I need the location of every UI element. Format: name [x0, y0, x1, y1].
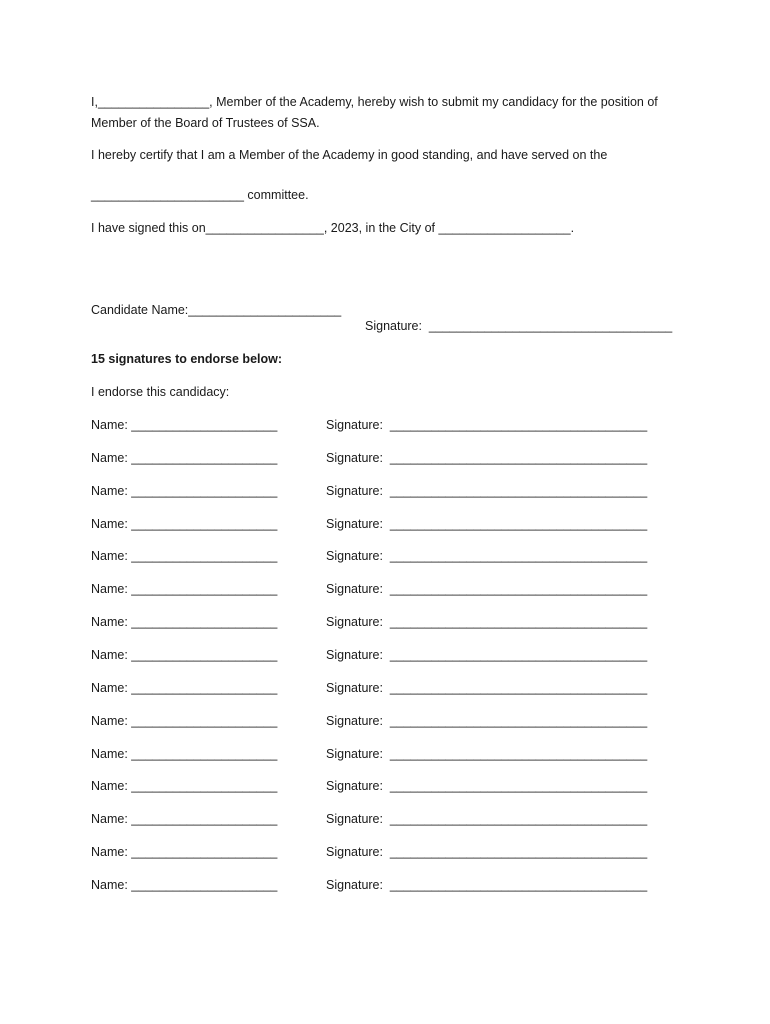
endorsement-row	[91, 516, 691, 532]
endorser-name-field[interactable]: Name: _____________________	[91, 812, 278, 827]
endorser-name-field[interactable]: Name: _____________________	[91, 450, 278, 465]
signed-date-line: I have signed this on_________________, 2023, in the City of ___________________.	[91, 221, 575, 235]
endorsement-row	[91, 746, 691, 762]
endorser-name-field[interactable]: Name: _____________________	[91, 483, 278, 498]
endorser-signature-field[interactable]: Signature: _____________________________________	[326, 680, 648, 695]
endorser-name-field[interactable]: Name: _____________________	[91, 877, 278, 892]
endorser-signature-field[interactable]: Signature: _____________________________________	[326, 582, 648, 597]
endorsement-row	[91, 548, 691, 564]
endorser-name-field[interactable]: Name: _____________________	[91, 713, 278, 728]
endorsement-row	[91, 680, 691, 696]
endorsement-row	[91, 614, 691, 630]
endorse-intro: I endorse this candidacy:	[91, 385, 230, 399]
endorser-name-field[interactable]: Name: _____________________	[91, 647, 278, 662]
candidate-name-field[interactable]: Candidate Name:______________________	[91, 303, 342, 317]
endorser-signature-field[interactable]: Signature: _____________________________________	[326, 779, 648, 794]
endorser-name-field[interactable]: Name: _____________________	[91, 615, 278, 630]
endorsement-row	[91, 811, 691, 827]
endorsement-row	[91, 647, 691, 663]
endorsement-row	[91, 483, 691, 499]
endorser-signature-field[interactable]: Signature: _____________________________________	[326, 746, 648, 761]
committee-line: ______________________ committee.	[91, 188, 309, 202]
candidate-signature-field[interactable]: Signature: ___________________________________	[365, 319, 673, 333]
endorser-name-field[interactable]: Name: _____________________	[91, 516, 278, 531]
endorsement-row	[91, 778, 691, 794]
endorser-name-field[interactable]: Name: _____________________	[91, 549, 278, 564]
endorser-signature-field[interactable]: Signature: _____________________________________	[326, 647, 648, 662]
candidate-row	[91, 286, 691, 333]
endorser-signature-field[interactable]: Signature: _____________________________________	[326, 877, 648, 892]
endorser-name-field[interactable]: Name: _____________________	[91, 845, 278, 860]
endorsement-row	[91, 877, 691, 893]
endorsement-row	[91, 713, 691, 729]
endorser-signature-field[interactable]: Signature: _____________________________________	[326, 549, 648, 564]
intro-line-2: Member of the Board of Trustees of SSA.	[91, 116, 320, 130]
endorser-name-field[interactable]: Name: _____________________	[91, 680, 278, 695]
endorser-name-field[interactable]: Name: _____________________	[91, 779, 278, 794]
endorsement-row	[91, 450, 691, 466]
endorser-signature-field[interactable]: Signature: _____________________________________	[326, 483, 648, 498]
endorser-signature-field[interactable]: Signature: _____________________________________	[326, 812, 648, 827]
endorsement-row	[91, 581, 691, 597]
endorsement-row	[91, 844, 691, 860]
endorse-heading: 15 signatures to endorse below:	[91, 352, 283, 366]
endorser-signature-field[interactable]: Signature: _____________________________________	[326, 845, 648, 860]
endorser-signature-field[interactable]: Signature: _____________________________________	[326, 713, 648, 728]
endorser-signature-field[interactable]: Signature: _____________________________________	[326, 516, 648, 531]
endorser-signature-field[interactable]: Signature: _____________________________________	[326, 615, 648, 630]
endorser-signature-field[interactable]: Signature: _____________________________________	[326, 418, 648, 432]
endorser-name-field[interactable]: Name: _____________________	[91, 582, 278, 597]
intro-line-1: I,________________, Member of the Academy, hereby wish to submit my candidacy for the position of	[91, 95, 658, 109]
certify-line: I hereby certify that I am a Member of the Academy in good standing, and have served on the	[91, 148, 608, 162]
endorser-signature-field[interactable]: Signature: _____________________________________	[326, 450, 648, 465]
endorser-name-field[interactable]: Name: _____________________	[91, 746, 278, 761]
endorser-name-field[interactable]: Name: _____________________	[91, 418, 278, 432]
endorsement-row	[91, 417, 691, 433]
